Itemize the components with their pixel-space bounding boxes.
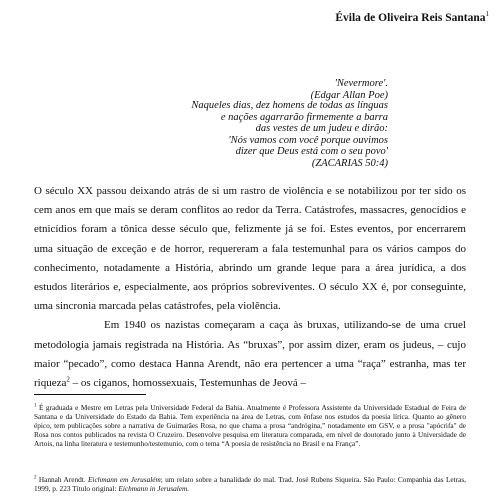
footnote-2-marker: 2 (34, 475, 37, 481)
footnote-marker-2: 2 (66, 375, 70, 384)
epigraph-line: e nações agarrarão firmemente a barra (220, 111, 388, 123)
paragraph-2-text-a: Em 1940 os nazistas começaram a caça às bruxas, utilizando-se de uma cruel metodologia jamais registrada na História. As “bruxas”, por assim dizer, eram os judeus, – cujo maior “pecado”, como destaca Hanna Arendt, não era pertencer a uma “raça” estranha, mas ter riqueza (34, 319, 466, 390)
footnote-marker-1: 1 (485, 10, 489, 18)
author-name-text: Évila de Oliveira Reis Santana (335, 11, 486, 24)
paragraph-1: O século XX passou deixando atrás de si um rastro de violência e se notabilizou por ter sido os cem anos em que mais se deram conflitos ao redor da Terra. Catástrofes, massacres, genocídios e etnicídios foram a tônica desse século que, felizmente já se foi. Estes eventos, por encerrarem uma situação de exceção e de horror, requereram a fala testemunhal para os vários campos do conhecimento, notadamente a História, abrindo um grande leque para a área jurídica, a dos estudos literários e, especialmente, aos próprios sobreviventes. O século XX é, por conseguinte, uma sincronia marcada pelas catástrofes, pela violência. (34, 185, 466, 313)
footnote-2-book-title: Eichmann em Jerusalém (87, 475, 161, 484)
paragraph-2 (34, 316, 466, 393)
epigraph-zacarias (191, 100, 388, 170)
epigraph-line: 'Nós vamos com você porque ouvimos (228, 134, 388, 146)
author-name (335, 10, 489, 24)
footnote-2-text-b: ; um relato sobre a banalidade do mal. Trad. José Rubens Siqueira. São Paulo: Companhia das Letras, 1999, p. 223 Título original: (34, 475, 466, 493)
footnote-2 (34, 476, 466, 494)
epigraph-poe (311, 78, 388, 101)
footnote-2-text-a: Hannah Arendt. (36, 475, 88, 484)
epigraph-line: dizer que Deus está com o seu povo' (235, 146, 388, 158)
footnote-1-text: É graduada e Mestre em Letras pela Universidade Federal da Bahia. Atualmente é Professora Assistente da Universidade Estadual de Feira de Santana e da Universidade do Estado da Bahia. Tem experiência na área de Letras, com ênfase nos estudos da poesia lírica. Quanto ao gênero épico, tem publicações sobre a narrativa de Guimarães Rosa, no que chama a prosa “andrógina,” notadamente em GSV, e a prosa "apócrifa" de Rosa nos contos publicados na revista O Cruzeiro. Desenvolve pesquisa em literatura comparada, em nível de doutorado junto à Universidade de Artois, na linha literatura e testemunho/testemunio, com o tema “A poesia de resistência no Brasil e na França”. (34, 403, 466, 448)
body-text (34, 182, 466, 393)
footnote-1 (34, 404, 466, 449)
paragraph-2-text-b: – os ciganos, homossexuais, Testemunhas de Jeová – (69, 377, 306, 390)
epigraph-attribution: (Edgar Allan Poe) (310, 89, 388, 101)
footnote-separator (34, 394, 146, 395)
footnote-1-marker: 1 (34, 403, 37, 409)
epigraph-line: Naqueles dias, dez homens de todas as línguas (191, 100, 388, 111)
epigraph-line: das vestes de um judeu e dirão: (255, 123, 388, 135)
epigraph-line: 'Nevermore'. (334, 78, 388, 89)
epigraph-attribution: (ZACARIAS 50:4) (311, 157, 388, 169)
footnote-2-original-title: Eichmann in Jerusalem. (118, 483, 190, 493)
